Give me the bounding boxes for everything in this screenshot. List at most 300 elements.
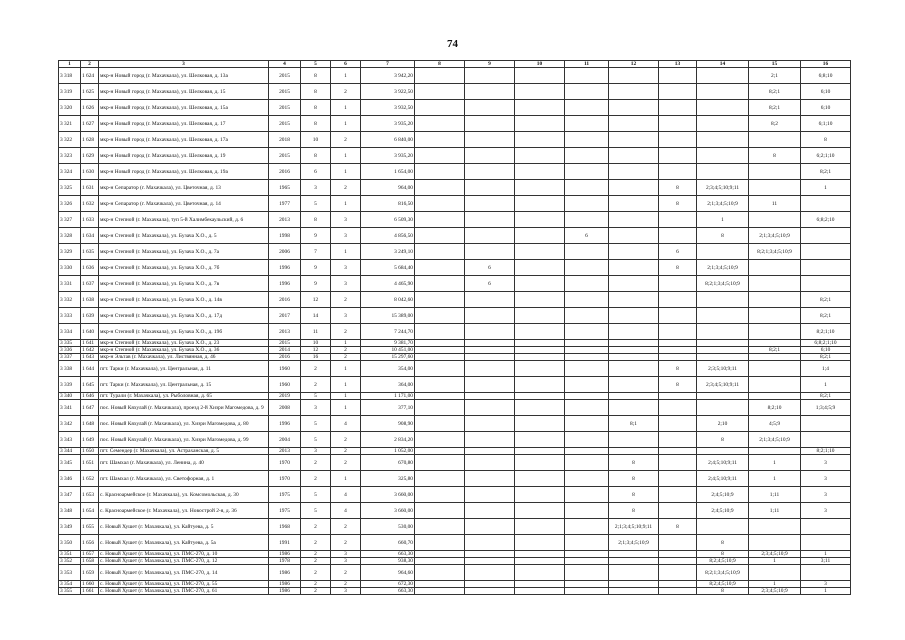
table-cell: с. Новый Хушет (г. Махачкала), ул. Кайтуева, д. 5а xyxy=(99,535,269,551)
table-cell: 2;1;3;4;5;10;9 xyxy=(749,228,801,244)
table-cell: 1 xyxy=(801,551,851,558)
table-cell: 1 xyxy=(697,212,749,228)
table-cell: 2019 xyxy=(269,393,301,400)
table-cell xyxy=(515,100,565,116)
table-cell xyxy=(659,487,697,503)
table-row xyxy=(59,361,851,377)
table-cell: 2 xyxy=(331,292,361,308)
table-cell xyxy=(465,448,515,455)
table-row xyxy=(59,400,851,416)
table-cell xyxy=(749,308,801,324)
table-cell: 2008 xyxy=(269,400,301,416)
table-cell xyxy=(609,377,659,393)
table-cell xyxy=(515,393,565,400)
table-cell xyxy=(659,340,697,347)
table-cell: 2015 xyxy=(269,84,301,100)
table-cell xyxy=(515,361,565,377)
table-cell: 2 xyxy=(301,519,331,535)
table-cell: 4 465,90 xyxy=(361,276,415,292)
table-cell xyxy=(515,148,565,164)
table-cell: 7 xyxy=(301,244,331,260)
table-cell xyxy=(609,68,659,84)
table-cell: мкр-н Новый город (г. Махачкала), ул. Шелковая, д. 17 xyxy=(99,116,269,132)
table-cell: 8;2;4;5;10;9 xyxy=(697,558,749,565)
table-cell: 3 xyxy=(301,400,331,416)
table-cell xyxy=(565,340,609,347)
table-cell xyxy=(465,558,515,565)
table-cell: 1 653 xyxy=(81,487,99,503)
table-cell xyxy=(465,244,515,260)
table-cell: 1 637 xyxy=(81,276,99,292)
table-cell: 2;1;3;4;5;10;9 xyxy=(697,260,749,276)
table-cell: мкр-н Степной (г. Махачкала), ул. Бузача Х.О., д. 17д xyxy=(99,308,269,324)
table-cell xyxy=(609,116,659,132)
column-header: 13 xyxy=(659,61,697,68)
table-cell: 1965 xyxy=(269,180,301,196)
table-cell: 8;2;1 xyxy=(801,164,851,180)
table-cell: 2 xyxy=(331,519,361,535)
table-cell: 1 644 xyxy=(81,361,99,377)
table-cell xyxy=(515,432,565,448)
table-cell: 1 xyxy=(331,400,361,416)
table-cell xyxy=(609,308,659,324)
table-cell: 8 xyxy=(301,116,331,132)
table-cell: 3 332 xyxy=(59,292,81,308)
table-cell xyxy=(515,132,565,148)
table-row xyxy=(59,244,851,260)
table-cell: 2 834,20 xyxy=(361,432,415,448)
table-cell: 1 641 xyxy=(81,340,99,347)
table-cell: 8 xyxy=(697,228,749,244)
table-cell: 8;1 xyxy=(609,416,659,432)
table-cell xyxy=(515,212,565,228)
table-cell xyxy=(697,244,749,260)
table-cell: мкр-н Степной (г. Махачкала), ул. Бузача Х.О., д. 14в xyxy=(99,292,269,308)
table-cell: 354,00 xyxy=(361,361,415,377)
table-cell xyxy=(415,292,465,308)
table-cell: 5 xyxy=(301,416,331,432)
table-cell: 2 xyxy=(331,84,361,100)
table-cell: 3 327 xyxy=(59,212,81,228)
table-cell xyxy=(659,292,697,308)
table-cell xyxy=(415,581,465,588)
table-row xyxy=(59,260,851,276)
table-cell xyxy=(565,68,609,84)
table-cell: 8 xyxy=(749,148,801,164)
table-cell: 2014 xyxy=(269,347,301,354)
table-cell xyxy=(609,432,659,448)
table-cell: 1 xyxy=(801,588,851,595)
table-cell: мкр-н Эльтав (г. Махачкала), ул. Листвянная, д. 46 xyxy=(99,354,269,361)
table-cell: 8 xyxy=(609,487,659,503)
table-cell: 2 xyxy=(301,581,331,588)
table-cell xyxy=(465,377,515,393)
table-cell: 3 xyxy=(331,558,361,565)
table-cell xyxy=(697,324,749,340)
table-cell xyxy=(659,324,697,340)
table-cell xyxy=(697,393,749,400)
table-cell: 2 xyxy=(301,455,331,471)
table-cell: 1991 xyxy=(269,535,301,551)
table-cell xyxy=(565,565,609,581)
table-cell xyxy=(659,228,697,244)
table-cell: пгт. Тарки (г. Махачкала), ул. Центральная, д. 11 xyxy=(99,361,269,377)
table-cell xyxy=(609,551,659,558)
table-cell xyxy=(801,535,851,551)
table-cell: 3 345 xyxy=(59,455,81,471)
table-cell: 3 352 xyxy=(59,558,81,565)
table-cell xyxy=(659,400,697,416)
table-cell xyxy=(515,324,565,340)
table-row xyxy=(59,455,851,471)
table-cell: 6 xyxy=(465,276,515,292)
table-cell xyxy=(415,503,465,519)
table-cell xyxy=(415,448,465,455)
table-cell xyxy=(415,455,465,471)
column-header: 15 xyxy=(749,61,801,68)
table-cell: 1998 xyxy=(269,228,301,244)
table-row xyxy=(59,565,851,581)
table-cell xyxy=(609,565,659,581)
table-cell xyxy=(659,148,697,164)
table-cell xyxy=(415,244,465,260)
table-cell: 4 xyxy=(331,416,361,432)
table-cell xyxy=(565,448,609,455)
table-cell: пгт. Тарки (г. Махачкала), ул. Центральная, д. 15 xyxy=(99,377,269,393)
table-cell: 1 xyxy=(331,68,361,84)
table-cell xyxy=(697,68,749,84)
table-cell xyxy=(609,400,659,416)
table-cell: 1 658 xyxy=(81,558,99,565)
table-row xyxy=(59,292,851,308)
table-cell: 2015 xyxy=(269,100,301,116)
table-cell xyxy=(565,455,609,471)
table-cell: 8;2;4;5;10;9 xyxy=(697,581,749,588)
table-cell xyxy=(697,164,749,180)
table-cell xyxy=(515,400,565,416)
table-cell: 3 341 xyxy=(59,400,81,416)
table-cell xyxy=(609,212,659,228)
table-cell xyxy=(565,196,609,212)
table-cell: 6;10 xyxy=(801,100,851,116)
table-cell: 2;1;3;4;5;10;9 xyxy=(609,535,659,551)
table-cell xyxy=(465,471,515,487)
table-cell xyxy=(659,588,697,595)
table-cell: 1 647 xyxy=(81,400,99,416)
table-cell: 3 340 xyxy=(59,393,81,400)
table-cell: с. Новый Хушет (г. Махачкала), ул. ПМС-270, д. 14 xyxy=(99,565,269,581)
table-cell: 8 xyxy=(301,68,331,84)
table-row xyxy=(59,535,851,551)
table-cell: 8 xyxy=(301,100,331,116)
table-cell: 3 323 xyxy=(59,148,81,164)
table-cell xyxy=(465,487,515,503)
table-cell: 4 xyxy=(331,503,361,519)
table-cell: 8;2;1;10 xyxy=(801,448,851,455)
table-cell xyxy=(565,116,609,132)
table-cell xyxy=(609,324,659,340)
table-cell xyxy=(609,260,659,276)
table-cell xyxy=(415,416,465,432)
table-cell xyxy=(609,292,659,308)
table-cell: пос. Новый Кяхулай (г. Махачкала), ул. Хизри Магомедова, д. 80 xyxy=(99,416,269,432)
table-cell xyxy=(565,503,609,519)
table-cell xyxy=(659,503,697,519)
table-cell: 10 451,00 xyxy=(361,347,415,354)
table-cell: 1 xyxy=(801,377,851,393)
table-cell xyxy=(609,180,659,196)
table-row xyxy=(59,196,851,212)
table-cell: 2;4;5;10;9;11 xyxy=(697,471,749,487)
column-header: 2 xyxy=(81,61,99,68)
table-cell xyxy=(749,292,801,308)
table-row xyxy=(59,116,851,132)
table-cell: 8 xyxy=(609,471,659,487)
table-cell xyxy=(565,400,609,416)
table-cell: 6;2;1;10 xyxy=(801,148,851,164)
table-row xyxy=(59,132,851,148)
table-cell xyxy=(415,260,465,276)
table-cell xyxy=(415,361,465,377)
table-cell: 1996 xyxy=(269,260,301,276)
table-cell xyxy=(659,448,697,455)
table-cell: 6 xyxy=(565,228,609,244)
table-cell xyxy=(749,565,801,581)
table-cell xyxy=(515,565,565,581)
table-cell: пгт. Шамхал (г. Махачкала), ул. Ленина, д. 40 xyxy=(99,455,269,471)
table-cell: 3;11 xyxy=(801,558,851,565)
table-cell: 530,00 xyxy=(361,519,415,535)
table-cell: 6 xyxy=(659,244,697,260)
table-cell xyxy=(697,148,749,164)
table-cell: 663,30 xyxy=(361,588,415,595)
table-cell: 1 636 xyxy=(81,260,99,276)
table-cell: с. Новый Хушет (г. Махачкала), ул. ПМС-270, д. 55 xyxy=(99,581,269,588)
table-cell: 2 xyxy=(331,581,361,588)
table-row xyxy=(59,308,851,324)
table-cell: 2016 xyxy=(269,354,301,361)
table-cell xyxy=(465,361,515,377)
table-cell: 3 343 xyxy=(59,432,81,448)
table-cell: 3 338 xyxy=(59,361,81,377)
page-number: 74 xyxy=(447,38,458,50)
table-cell xyxy=(465,354,515,361)
table-cell xyxy=(565,535,609,551)
table-cell xyxy=(801,260,851,276)
table-cell: 3 334 xyxy=(59,324,81,340)
table-cell xyxy=(415,487,465,503)
table-cell xyxy=(749,377,801,393)
table-cell: 3 xyxy=(801,581,851,588)
table-row xyxy=(59,68,851,84)
table-cell: 9 xyxy=(301,260,331,276)
table-cell xyxy=(565,100,609,116)
table-cell: 6;8;2;10 xyxy=(801,212,851,228)
table-cell xyxy=(415,132,465,148)
table-cell: мкр-н Степной (г. Махачкала), ул. Бузача Х.О., д. 36 xyxy=(99,347,269,354)
table-row xyxy=(59,503,851,519)
table-cell xyxy=(515,455,565,471)
table-cell: 1986 xyxy=(269,581,301,588)
table-cell: 6;1;10 xyxy=(801,116,851,132)
table-cell: 660,70 xyxy=(361,535,415,551)
table-cell: 1 638 xyxy=(81,292,99,308)
table-cell xyxy=(515,180,565,196)
table-cell: 1;3;4;5;9 xyxy=(801,400,851,416)
table-cell: 908,90 xyxy=(361,416,415,432)
table-cell: 8;2;1 xyxy=(749,100,801,116)
table-cell: 2 xyxy=(331,180,361,196)
table-cell: 3 xyxy=(331,260,361,276)
table-cell: 8 xyxy=(659,361,697,377)
table-cell: 1 xyxy=(331,377,361,393)
table-cell: 3 328 xyxy=(59,228,81,244)
table-cell xyxy=(565,588,609,595)
table-cell: 1 649 xyxy=(81,432,99,448)
table-cell: 5 xyxy=(301,432,331,448)
table-cell xyxy=(697,354,749,361)
table-cell: 2 xyxy=(301,558,331,565)
table-cell: 2 xyxy=(301,471,331,487)
table-cell xyxy=(801,565,851,581)
table-cell xyxy=(749,354,801,361)
table-cell: 8;2;1 xyxy=(749,347,801,354)
table-cell: 3 xyxy=(331,276,361,292)
table-cell xyxy=(749,535,801,551)
table-cell: 2;3;4;5;10;9 xyxy=(749,588,801,595)
table-cell: 6 xyxy=(301,164,331,180)
table-cell: 8;2 xyxy=(749,116,801,132)
table-cell xyxy=(565,276,609,292)
table-cell xyxy=(659,455,697,471)
table-cell: 1 642 xyxy=(81,347,99,354)
table-cell: 1 648 xyxy=(81,416,99,432)
table-cell: 3 329 xyxy=(59,244,81,260)
table-cell xyxy=(697,308,749,324)
table-cell xyxy=(515,558,565,565)
table-cell: 5 xyxy=(301,393,331,400)
table-cell: 11 xyxy=(301,324,331,340)
table-cell: 11 xyxy=(749,196,801,212)
table-cell: 8 xyxy=(697,588,749,595)
table-cell: 3 344 xyxy=(59,448,81,455)
table-cell xyxy=(749,361,801,377)
table-cell: 4 856,50 xyxy=(361,228,415,244)
table-cell xyxy=(465,503,515,519)
table-cell: 2;3;4;5;10;9;11 xyxy=(697,377,749,393)
table-cell: 3 249,10 xyxy=(361,244,415,260)
table-cell: 670,80 xyxy=(361,455,415,471)
table-cell: 3 xyxy=(801,503,851,519)
table-cell xyxy=(659,164,697,180)
registry-table xyxy=(58,60,851,595)
table-cell xyxy=(749,276,801,292)
table-cell: мкр-н Новый город (г. Махачкала), ул. Шелковая, д. 19 xyxy=(99,148,269,164)
table-row xyxy=(59,416,851,432)
table-cell: 1 640 xyxy=(81,324,99,340)
table-row xyxy=(59,84,851,100)
table-cell: 2015 xyxy=(269,68,301,84)
table-cell xyxy=(565,212,609,228)
table-cell: с. Красноармейское (г. Махачкала), ул. Новострой 2-я, д. 36 xyxy=(99,503,269,519)
table-cell xyxy=(659,347,697,354)
table-cell: 1 xyxy=(749,471,801,487)
table-cell: 2017 xyxy=(269,308,301,324)
table-cell: 1996 xyxy=(269,276,301,292)
table-cell xyxy=(565,581,609,588)
table-cell: 2016 xyxy=(269,164,301,180)
table-cell xyxy=(465,347,515,354)
table-cell xyxy=(565,551,609,558)
table-cell: 8;2;1;3;4;5;10;9 xyxy=(697,565,749,581)
table-cell: 1 629 xyxy=(81,148,99,164)
table-cell: 8 xyxy=(659,377,697,393)
column-header: 9 xyxy=(465,61,515,68)
table-cell: 6 509,30 xyxy=(361,212,415,228)
table-cell: 3 330 xyxy=(59,260,81,276)
table-cell: 2 xyxy=(331,455,361,471)
table-cell xyxy=(801,228,851,244)
table-cell xyxy=(697,347,749,354)
table-cell: пгт. Турали (г. Махачкала), ул. Рыболовная, д. 65 xyxy=(99,393,269,400)
table-cell: 3 xyxy=(331,551,361,558)
column-header: 10 xyxy=(515,61,565,68)
table-cell: мкр-н Сепаратор (г. Махачкала), ул. Цветочная, д. 14 xyxy=(99,196,269,212)
table-cell: с. Новый Хушет (г. Махачкала), ул. Кайтуева, д. 5 xyxy=(99,519,269,535)
table-cell: мкр-н Степной (г. Махачкала), ул. Бузача Х.О., д. 7а xyxy=(99,244,269,260)
table-row xyxy=(59,588,851,595)
table-cell: 8;2;10 xyxy=(749,400,801,416)
table-cell xyxy=(515,84,565,100)
table-cell: 7 244,70 xyxy=(361,324,415,340)
table-cell: 2 xyxy=(331,347,361,354)
table-cell: 2;4;5;10;9 xyxy=(697,503,749,519)
table-cell: с. Красноармейское (г. Махачкала), ул. Комсомольская, д. 30 xyxy=(99,487,269,503)
table-row xyxy=(59,519,851,535)
table-row xyxy=(59,347,851,354)
table-cell xyxy=(609,196,659,212)
table-cell: 1 xyxy=(331,361,361,377)
table-cell: 1 655 xyxy=(81,519,99,535)
table-cell: 6 840,00 xyxy=(361,132,415,148)
table-cell xyxy=(515,503,565,519)
table-cell xyxy=(659,393,697,400)
table-cell xyxy=(565,354,609,361)
table-cell: 8;2;1 xyxy=(801,354,851,361)
table-cell xyxy=(515,244,565,260)
table-cell xyxy=(415,180,465,196)
table-cell xyxy=(465,519,515,535)
table-cell xyxy=(415,228,465,244)
table-cell xyxy=(515,377,565,393)
table-cell xyxy=(659,308,697,324)
table-cell: 3 353 xyxy=(59,565,81,581)
table-cell xyxy=(609,581,659,588)
table-cell: 1 626 xyxy=(81,100,99,116)
table-cell xyxy=(659,581,697,588)
table-cell: 5 xyxy=(301,503,331,519)
table-cell xyxy=(415,588,465,595)
table-cell: 9 xyxy=(301,276,331,292)
table-row xyxy=(59,212,851,228)
table-cell: 2 xyxy=(301,551,331,558)
table-cell: мкр-н Новый город (г. Махачкала), ул. Шелковая, д. 15а xyxy=(99,100,269,116)
table-cell: мкр-н Новый город (г. Махачкала), ул. Шелковая, д. 17а xyxy=(99,132,269,148)
table-cell: 1 661 xyxy=(81,588,99,595)
table-cell: 1 xyxy=(801,180,851,196)
table-cell: 9 381,70 xyxy=(361,340,415,347)
table-cell: 663,30 xyxy=(361,551,415,558)
